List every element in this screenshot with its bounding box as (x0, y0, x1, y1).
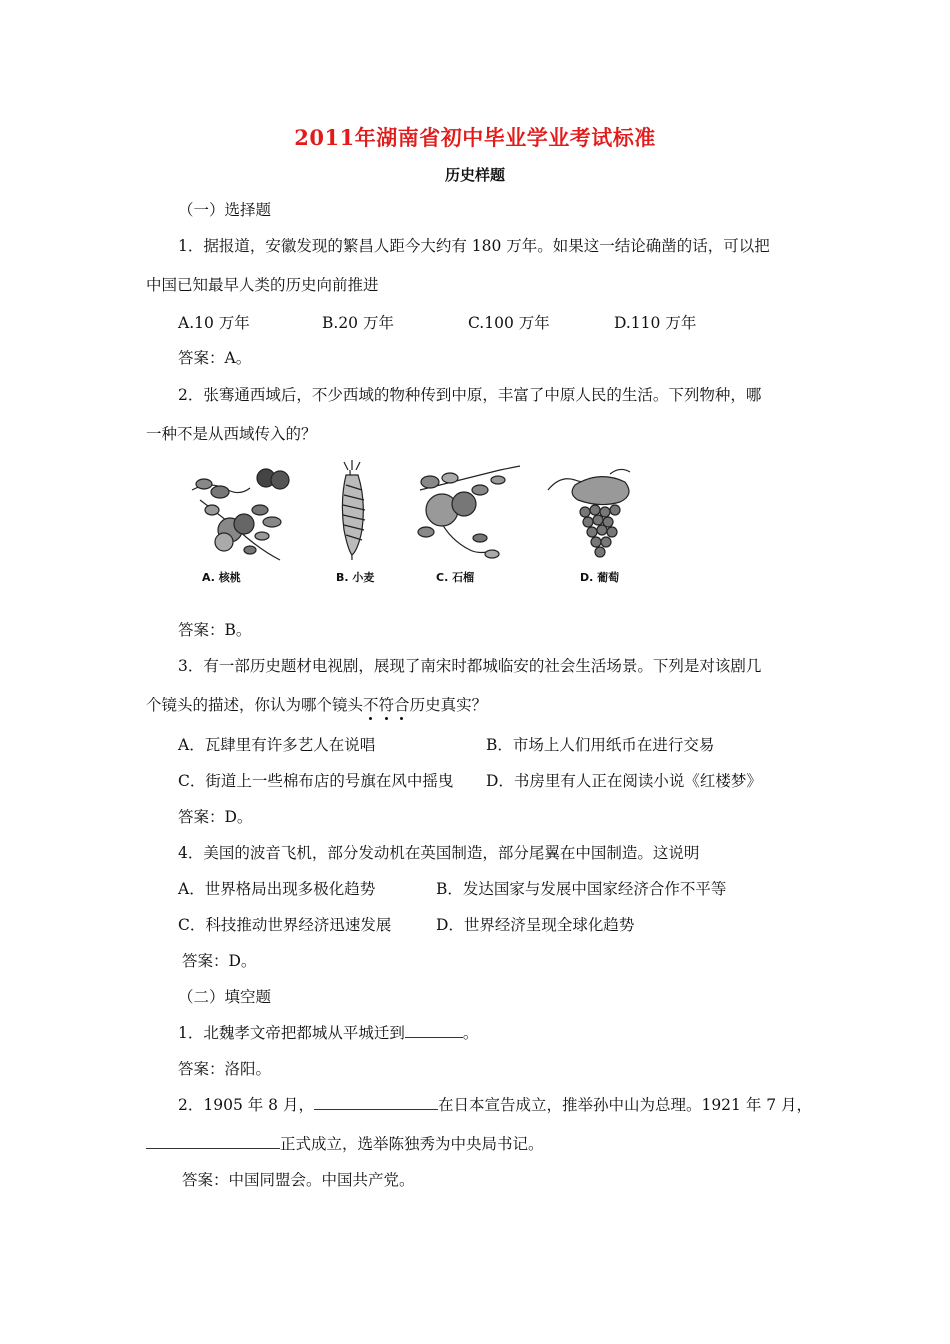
q3-text-line2 (146, 693, 487, 715)
q4-option-b: B．发达国家与发展中国家经济合作不平等 (436, 880, 727, 898)
figure-caption-c: C. 石榴 (436, 571, 475, 584)
f1-text-post: 。 (462, 1024, 479, 1042)
q3-option-c: C．街道上一些棉布店的号旗在风中摇曳 (178, 772, 454, 790)
f2-text-line1-pre: 2．1905 年 8 月， (178, 1096, 314, 1114)
figure-caption-d: D. 葡萄 (580, 571, 620, 584)
f2-text-line1-post: 在日本宣告成立，推举孙中山为总理。1921 年 7 月， (437, 1096, 813, 1114)
q3-text-line2-post: 历史真实？ (409, 696, 488, 714)
q4-answer: 答案：D。 (182, 952, 257, 970)
q1-option-d: D.110 万年 (614, 314, 697, 332)
f1-text (178, 1021, 478, 1043)
f2-blank-1 (314, 1095, 438, 1110)
q3-emphasis-char: 合 (394, 696, 410, 714)
walnut-illustration (192, 469, 289, 560)
q3-answer: 答案：D。 (178, 808, 253, 826)
f1-text-pre: 1．北魏孝文帝把都城从平城迁到 (178, 1024, 405, 1042)
f1-answer: 答案：洛阳。 (178, 1060, 272, 1078)
q1-option-c: C.100 万年 (468, 314, 550, 332)
f2-text-line2-post: 正式成立，选举陈独秀为中央局书记。 (280, 1135, 544, 1153)
wheat-illustration (342, 460, 365, 560)
pomegranate-illustration (418, 466, 520, 558)
q3-emphasis-char: 不 (363, 696, 379, 714)
q2-text-line2: 一种不是从西域传入的？ (146, 425, 317, 443)
q2-answer: 答案：B。 (178, 621, 252, 639)
q4-option-c: C．科技推动世界经济迅速发展 (178, 916, 392, 934)
section-heading-fill: （二）填空题 (178, 988, 272, 1006)
figure-caption-a: A. 核桃 (202, 571, 241, 584)
f2-text-line2 (146, 1132, 544, 1154)
q1-text-line1: 1．据报道，安徽发现的繁昌人距今大约有 180 万年。如果这一结论确凿的话，可以把 (178, 237, 770, 255)
species-figure (180, 460, 660, 590)
q3-option-a: A．瓦肆里有许多艺人在说唱 (178, 736, 376, 754)
f1-blank (405, 1023, 463, 1038)
q3-text-line1: 3．有一部历史题材电视剧，展现了南宋时都城临安的社会生活场景。下列是对该剧几 (178, 657, 762, 675)
q1-option-b: B.20 万年 (322, 314, 394, 332)
q3-option-d: D．书房里有人正在阅读小说《红楼梦》 (486, 772, 762, 790)
grape-illustration (548, 469, 630, 557)
page-title: 2011年湖南省初中毕业学业考试标准 (294, 125, 656, 150)
q4-option-d: D．世界经济呈现全球化趋势 (436, 916, 635, 934)
q4-option-a: A．世界格局出现多极化趋势 (178, 880, 376, 898)
figure-caption-b: B. 小麦 (336, 571, 375, 584)
page-subtitle: 历史样题 (444, 166, 505, 184)
f2-blank-2 (146, 1134, 280, 1149)
q3-option-b: B．市场上人们用纸币在进行交易 (486, 736, 715, 754)
f2-answer: 答案：中国同盟会。中国共产党。 (182, 1171, 415, 1189)
q1-text-line2: 中国已知最早人类的历史向前推进 (146, 276, 379, 294)
q2-text-line1: 2．张骞通西域后，不少西域的物种传到中原，丰富了中原人民的生活。下列物种，哪 (178, 386, 762, 404)
f2-text-line1 (178, 1093, 812, 1115)
q1-option-a: A.10 万年 (178, 314, 250, 332)
section-heading-choice: （一）选择题 (178, 201, 272, 219)
q1-answer: 答案：A。 (178, 349, 252, 367)
q3-text-line2-pre: 个镜头的描述，你认为哪个镜头 (146, 696, 364, 714)
q3-emphasis-char: 符 (378, 696, 395, 714)
q4-text-line1: 4．美国的波音飞机，部分发动机在英国制造，部分尾翼在中国制造。这说明 (178, 844, 700, 862)
